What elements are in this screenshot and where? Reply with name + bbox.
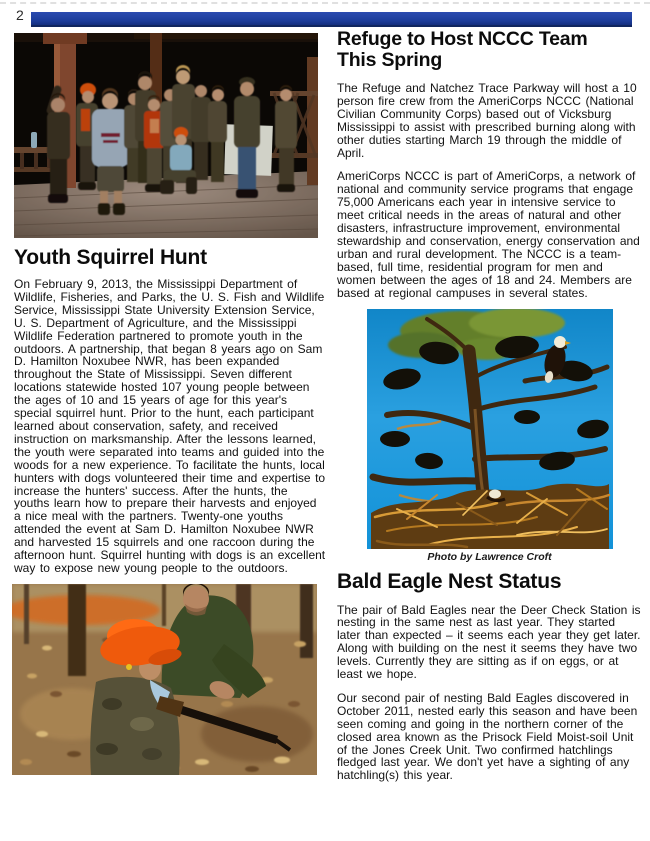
squirrel-hunt-photo bbox=[12, 584, 317, 775]
eagle-article-title: Bald Eagle Nest Status bbox=[337, 569, 562, 593]
nesting-eagle-head bbox=[489, 489, 501, 498]
nccc-article-title: Refuge to Host NCCC Team This Spring bbox=[337, 28, 588, 71]
eagle-nest-photo bbox=[367, 309, 613, 549]
left-column bbox=[14, 0, 327, 775]
page-number: 2 bbox=[16, 7, 24, 23]
ear-plug bbox=[126, 664, 132, 670]
group-photo-night-porch bbox=[14, 33, 318, 238]
left-article-body: On February 9, 2013, the Mississippi Department of Wildlife, Fisheries, and Parks, the U. S. Fish and Wildlife Service, Mississippi State University Extension Service, U. S. Department of Agriculture, and the Mississippi Wildlife Federation partnered to promote youth in the outdoors. A partnership, that began 8 years ago on Sam D. Hamilton Noxubee NWR, has been expanded throughout the State of Mississippi. Seven different locations statewide hosted 107 young people between the ages of 10 and 15 years of age for this year's special squirrel hunt. Prior to the hunt, each participant learned about conservation, safety, and received instruction on marksmanship. After the lessons learned, the youth were separated into teams and guided into the woods for a new experience. To facilitate the hunts, local hunters with dogs volunteered their time and expertise to increase the hunters' success. After the hunts, the youths learn how to prepare their harvests and enjoyed a nice meal with the partners. Twenty-one youths attended the event at Sam D. Hamilton Noxubee NWR and harvested 15 squirrels and one raccoon during the afternoon hunt. Squirrel hunting with dogs is an excellent way to expose new young people to the outdoors. bbox=[14, 277, 326, 575]
right-column bbox=[337, 0, 642, 782]
eagle-paragraph-2: Our second pair of nesting Bald Eagles discovered in October 2011, nested early this season and have been seen coming and going in the northern corner of the closed area known as the Prisock Field Moist-soil Unit of the Jones Creek Unit. Two confirmed hatchlings fledged last year. We don't yet have a sighting of any hatchling(s) this year. bbox=[337, 690, 638, 783]
left-article-title: Youth Squirrel Hunt bbox=[14, 246, 207, 269]
eagle-paragraph-1: The pair of Bald Eagles near the Deer Check Station is nesting in the same nest as last year. They started later than expected – it seems each year they get later. Along with building on the nest it seems they have two levels. Currently they are sitting as if on eggs, or at least we hope. bbox=[337, 602, 641, 682]
photo-credit: Photo by Lawrence Croft bbox=[427, 550, 552, 563]
nccc-paragraph-1: The Refuge and Natchez Trace Parkway will host a 10 person fire crew from the AmeriCorps NCCC (National Civilian Community Corps) based out of Vicksburg Mississippi to assist with prescribed burning along with other duties starting March 19 through the middle of April. bbox=[337, 81, 637, 160]
youth-hunter bbox=[90, 619, 183, 775]
nccc-paragraph-2: AmeriCorps NCCC is part of AmeriCorps, a network of national and community service programs that engage 75,000 Americans each year in intensive service to meet critical needs in the areas of natural and other disasters, infrastructure improvement, environmental stewardship and conservation, energy conservation and urban and rural development. The NCCC is a team-based, full time, residential program for men and women between the ages of 18 and 24. Members are based at regional campuses in several states. bbox=[337, 169, 640, 300]
eagle-photo-block bbox=[367, 309, 613, 563]
